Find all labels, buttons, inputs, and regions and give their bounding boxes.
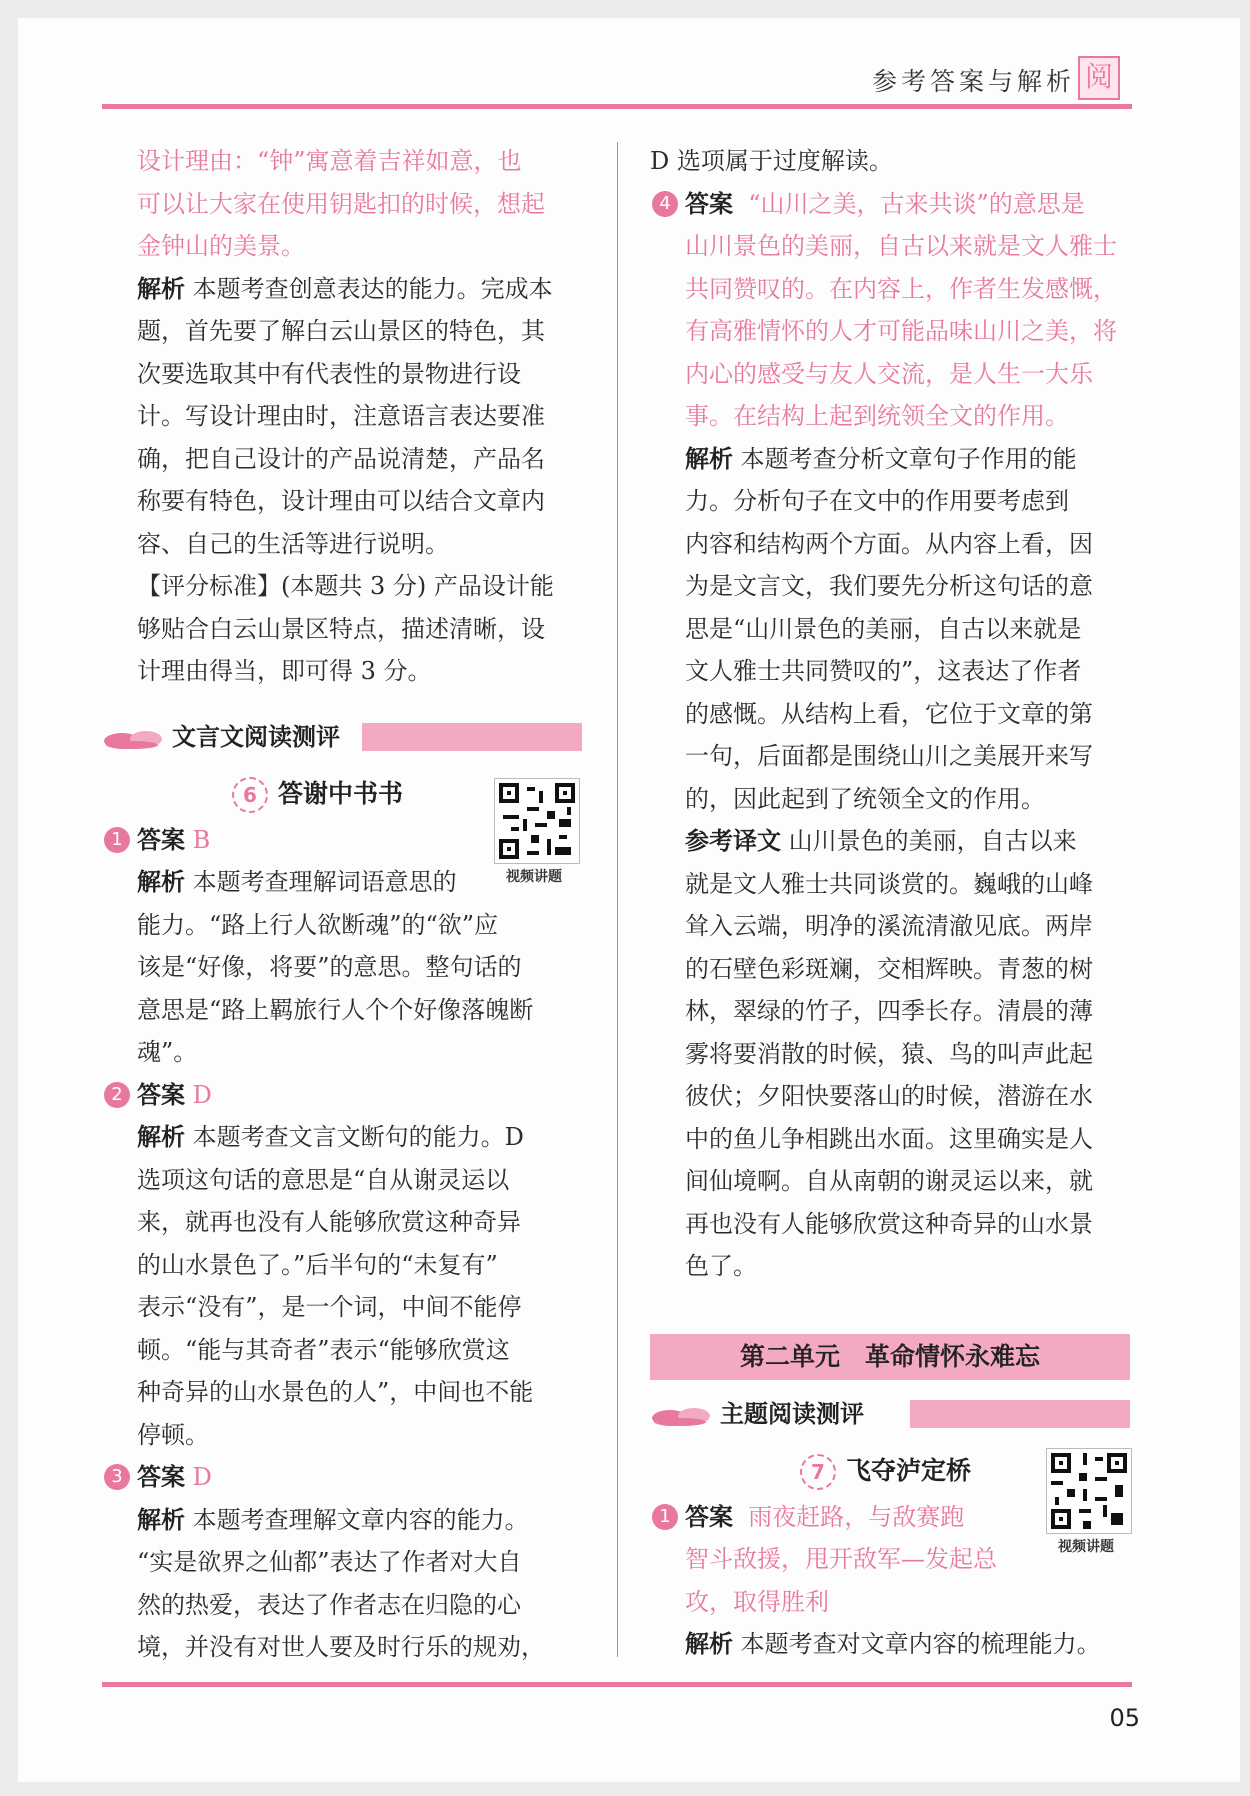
answer-line: 1 答案 B [102,819,582,862]
translation-line: 的石壁色彩斑斓，交相辉映。青葱的树 [685,954,1093,983]
qr-caption: 视频讲题 [1058,1539,1114,1555]
analysis-line: 题，首先要了解白云山景区的特色，其 [137,317,545,345]
header-title: 参考答案与解析 [871,67,1075,96]
analysis-line: 次要选取其中有代表性的景物进行设 [137,359,521,388]
section-header-theme [650,1396,1130,1432]
answer-line: 山川景色的美丽，自古以来就是文人雅士 [685,232,1117,260]
analysis-line: 种奇异的山水景色的人”，中间也不能 [137,1378,534,1406]
answer-line: 内心的感受与友人交流，是人生一大乐 [685,359,1093,388]
scoring-line: 【评分标准】(本题共 3 分) 产品设计能 [137,572,554,600]
analysis-line: 来，就再也没有人能够欣赏这种奇异 [137,1208,521,1236]
translation-line: 林，翠绿的竹子，四季长存。清晨的薄 [685,997,1093,1025]
question-number: 1 [652,1504,678,1530]
header-rule [102,104,1132,109]
translation-line: 就是文人雅士共同谈赏的。巍峨的山峰 [685,869,1093,898]
lesson-title: 答谢中书书 [278,778,404,808]
analysis-line: 解析 本题考查理解词语意思的 [137,867,457,896]
analysis-line: 思是“山川景色的美丽，自古以来就是 [685,614,1082,643]
column-divider [617,142,618,1657]
design-reason-line: 可以让大家在使用钥匙扣的时候，想起 [137,189,545,218]
answer-line: 有高雅情怀的人才可能品味山川之美，将 [685,317,1117,345]
translation-line: 雾将要消散的时候，猿、鸟的叫声此起 [685,1039,1093,1068]
analysis-line: 意思是“路上羁旅行人个个好像落魄断 [137,995,534,1024]
answer-line: 4 答案 “山川之美，古来共谈”的意思是 [650,183,1130,226]
answer-line: 2 答案 D [102,1074,582,1117]
section-header-classical [102,719,582,755]
section-title: 文言文阅读测评 [172,719,350,755]
lesson-number-badge: 7 [800,1454,836,1490]
scoring-line: 够贴合白云山景区特点，描述清晰，设 [137,614,545,643]
section-bar-fill [362,723,582,751]
translation-line: 再也没有人能够欣赏这种奇异的山水景 [685,1209,1093,1238]
analysis-line: 境，并没有对世人要及时行乐的规劝， [137,1633,545,1661]
analysis-line: 称要有特色，设计理由可以结合文章内 [137,487,545,515]
analysis-line: 表示“没有”，是一个词，中间不能停 [137,1293,522,1321]
left-column [102,140,582,1669]
footer-rule [102,1682,1132,1687]
analysis-line: 解析 本题考查文言文断句的能力。D [137,1122,524,1151]
answer-line: 3 答案 D [102,1456,582,1499]
qr-code-icon[interactable] [494,778,580,864]
section-bar-fill [910,1400,1130,1428]
lesson-title: 飞夺泸定桥 [846,1455,972,1485]
analysis-line: 解析 本题考查对文章内容的梳理能力。 [685,1629,1101,1658]
analysis-line: 文人雅士共同赞叹的”，这表达了作者 [685,657,1082,685]
section-title: 主题阅读测评 [720,1396,874,1432]
answer-line: 事。在结构上起到统领全文的作用。 [685,402,1069,430]
analysis-line: 解析 本题考查理解文章内容的能力。 [137,1504,529,1534]
answer-line: 攻，取得胜利 [685,1587,829,1616]
right-column [650,140,1130,1666]
header-side-char: 阅 [1078,56,1120,100]
answer-line: 1 答案 雨夜赶路，与敌赛跑 [650,1496,1130,1539]
analysis-line: 内容和结构两个方面。从内容上看，因 [685,529,1093,558]
answer-line: 共同赞叹的。在内容上，作者生发感慨， [685,274,1117,303]
lesson-number-badge: 6 [232,777,268,813]
analysis-line: 为是文言文，我们要先分析这句话的意 [685,572,1093,600]
page-number: 05 [1109,1704,1140,1732]
translation-line: 中的鱼儿争相跳出水面。这里确实是人 [685,1124,1093,1153]
analysis-label: 解析 [137,273,185,303]
translation-line: 参考译文 山川景色的美丽，自古以来 [685,826,1077,855]
analysis-line: 解析 本题考查分析文章句子作用的能 [685,443,1077,473]
analysis-line: 确，把自己设计的产品说清楚，产品名 [137,444,545,473]
qr-caption: 视频讲题 [506,869,562,885]
analysis-line: 能力。“路上行人欲断魂”的“欲”应 [137,910,499,939]
analysis-line: 的感慨。从结构上看，它位于文章的第 [685,699,1093,728]
continuation-line: D 选项属于过度解读。 [650,147,893,175]
analysis-line: 力。分析句子在文中的作用要考虑到 [685,487,1069,515]
design-reason-line: 设计理由：“钟”寓意着吉祥如意，也 [137,147,522,175]
design-reason-line: 金钟山的美景。 [137,232,305,260]
analysis-line: 计。写设计理由时，注意语言表达要准 [137,402,545,430]
translation-line: 色了。 [685,1252,757,1280]
analysis-line: 解析 本题考查创意表达的能力。完成本 [137,273,553,303]
lips-icon [102,727,166,751]
answer-line: 智斗敌援，甩开敌军—发起总 [685,1545,997,1573]
lips-icon [650,1404,714,1428]
question-number: 4 [652,191,678,217]
question-number: 2 [104,1082,130,1108]
question-number: 3 [104,1464,130,1490]
analysis-line: 停顿。 [137,1420,209,1449]
translation-line: 间仙境啊。自从南朝的谢灵运以来，就 [685,1167,1093,1195]
analysis-line: 的山水景色了。”后半句的“未复有” [137,1250,498,1279]
analysis-line: 该是“好像，将要”的意思。整句话的 [137,953,522,981]
question-number: 1 [104,827,130,853]
translation-line: 耸入云端，明净的溪流清澈见底。两岸 [685,912,1093,940]
translation-line: 彼伏；夕阳快要落山的时候，潜游在水 [685,1082,1093,1110]
scoring-line: 计理由得当，即可得 3 分。 [137,657,432,685]
unit-banner: 第二单元 革命情怀永难忘 [650,1334,1130,1380]
analysis-line: 然的热爱，表达了作者志在归隐的心 [137,1590,521,1619]
analysis-line: 魂”。 [137,1038,198,1066]
analysis-line: 的，因此起到了统领全文的作用。 [685,784,1045,813]
analysis-line: 顿。“能与其奇者”表示“能够欣赏这 [137,1335,510,1364]
analysis-line: 一句，后面都是围绕山川之美展开来写 [685,742,1093,770]
analysis-line: 选项这句话的意思是“自从谢灵运以 [137,1165,510,1194]
analysis-line: “实是欲界之仙都”表达了作者对大自 [137,1548,522,1576]
analysis-line: 容、自己的生活等进行说明。 [137,529,449,558]
qr-code-icon[interactable] [1046,1448,1132,1534]
